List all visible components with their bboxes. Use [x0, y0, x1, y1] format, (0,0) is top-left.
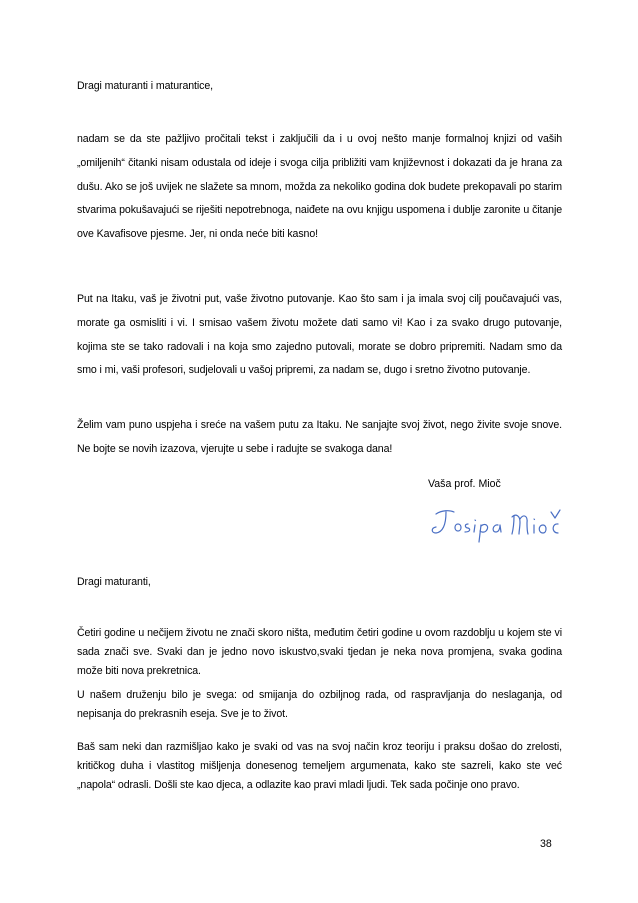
letter1-paragraph-3: Želim vam puno uspjeha i sreće na vašem putu za Itaku. Ne sanjajte svoj život, nego živite svoje snove. Ne bojte se novih izazova, vjerujte u sebe i radujte se svakoga dana! [77, 419, 562, 455]
letter2-paragraph-2: U našem druženju bilo je svega: od smijanja do ozbiljnog rada, od raspravljanja do neslaganja, od nepisanja do prekrasnih eseja. Sve je to život. [77, 689, 562, 720]
letter2-paragraph-3: Baš sam neki dan razmišljao kako je svaki od vas na svoj način kroz teoriju i praksu došao do zrelosti, kritičkog duha i vlastitog mišljenja donesenog temeljem argumenata, kako ste sazreli, kako ste već „napola“ odrasli. Došli ste kao djeca, a odlazite kao pravi mladi ljudi. Tek sada počinje ono pravo. [77, 741, 562, 791]
letter1-closing: Vaša prof. Mioč [428, 478, 501, 490]
letter2-greeting: Dragi maturanti, [77, 576, 151, 588]
letter1-paragraph-1: nadam se da ste pažljivo pročitali tekst i zaključili da i u ovoj nešto manje formalnoj knjizi od vaših „omiljenih“ čitanki nisam odustala od ideje i svoga cilja približiti vam književnost i dokazati da je hrana za dušu. Ako se još uvijek ne slažete sa mnom, možda za nekoliko godina dok budete prekopavali po starim stvarima pokušavajući se riješiti nepotrebnoga, naiđete na ovu knjigu uspomena i dublje zaronite u čitanje ove Kavafisove pjesme. Jer, ni onda neće biti kasno! [77, 133, 562, 241]
letter1-paragraph-2: Put na Itaku, vaš je životni put, vaše životno putovanje. Kao što sam i ja imala svoj cilj poučavajući vas, morate ga osmisliti i vi. I smisao vašem životu možete dati samo vi! Kao i za svako drugo putovanje, kojima ste se tako radovali i na koja smo zajedno putovali, morate se dobro pripremiti. Nadam smo da smo i mi, vaši profesori, sudjelovali u vašoj pripremi, za nadam se, dugo i sretno životno putovanje. [77, 293, 562, 377]
handwritten-signature [428, 500, 578, 550]
letter1-greeting: Dragi maturanti i maturantice, [77, 80, 213, 92]
letter2-paragraph-1: Četiri godine u nečijem životu ne znači skoro ništa, međutim četiri godine u ovom razdoblju u kojem ste vi sada znači sve. Svaki dan je jedno novo iskustvo,svaki tjedan je neka nova promjena, svaka godina može biti nova prekretnica. [77, 627, 562, 677]
page-number: 38 [540, 838, 552, 850]
